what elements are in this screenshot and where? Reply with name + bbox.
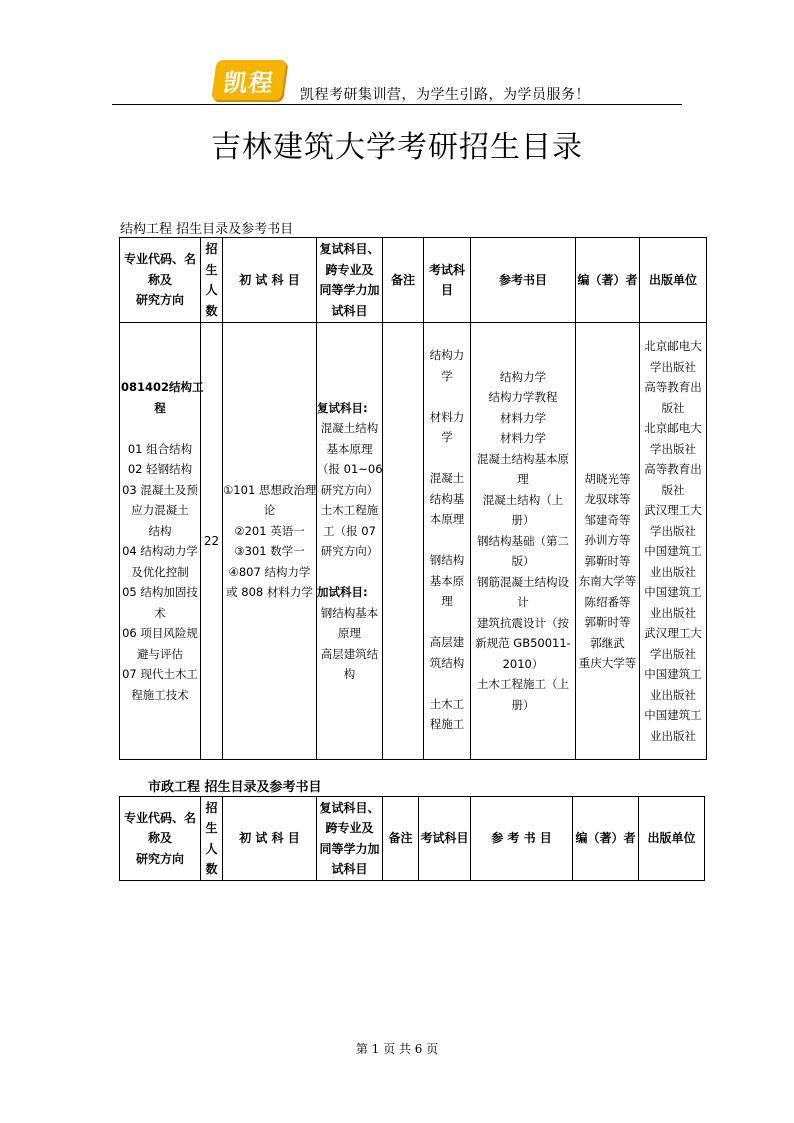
book-line: 材料力学 [500,410,546,425]
exam-item-line: 程施工 [429,717,465,731]
book-line: 结构力学 [500,369,546,384]
header-text-line: 称及 [147,831,172,846]
publisher-cell [640,323,707,760]
table-row [120,323,707,760]
header-text-line: 招 [205,800,218,815]
publisher-line: 中国建筑工 [644,544,702,558]
table1-header-row [120,238,707,323]
program-code-title [121,377,204,418]
direction-line: 03 混凝土及预 [122,482,198,497]
retest-list [317,418,382,562]
exam-item-line: 混凝土 [429,471,465,485]
table2-caption: 市政工程 招生目录及参考书目 [148,780,322,795]
authors-cell [576,323,640,760]
exam-item-line: 学 [441,430,453,444]
retest-label: 复试科目: [317,400,368,415]
publisher-line: 高等教育出 [644,462,702,476]
header-text-line: 同等学力加 [319,283,380,297]
header-quota [201,797,223,881]
page-number: 第 1 页 共 6 页 [355,1042,439,1056]
header-text-line: 复试科目、 [319,800,380,815]
extra-list [317,603,382,685]
publisher-line: 业出版社 [650,564,696,579]
document-title: 吉林建筑大学考研招生目录 [211,130,583,165]
exam-item-line: 结构基 [429,491,465,506]
table2-header-row [120,797,705,881]
header-text-line: 研究方向 [135,293,184,308]
direction-line: 应力混凝土 [131,503,189,517]
author-line: 邹建奇等 [584,512,631,527]
code-cell [120,323,204,760]
author-line: 重庆大学等 [578,656,637,670]
book-line: 结构力学教程 [488,390,558,405]
direction-line: 04 结构动力学 [122,544,198,558]
author-line: 孙训方等 [584,533,631,547]
header-text-line: 生 [205,262,218,277]
subject-line: 论 [263,503,276,517]
book-line: 混凝土结构（上 [482,492,564,507]
exam-gap [424,448,470,469]
header-text-line: 招 [205,242,218,256]
exam-item-line: 土木工 [429,696,465,711]
publisher-line: 业出版社 [650,687,696,702]
retest-line: 研究方向） [320,544,379,558]
exam-cell [424,323,471,760]
direction-line: 07 现代土木工 [122,667,198,681]
kaicheng-logo: 凯程 [211,60,287,100]
publisher-line: 中国建筑工 [644,708,702,722]
retest-line: 工（报 07 [323,523,376,538]
exam-item-line: 本原理 [429,512,465,526]
book-line: 建筑抗震设计（按 [477,615,569,630]
book-line: 计 [517,595,529,610]
subjects-cell [223,323,317,760]
publisher-line: 北京邮电大 [644,421,702,435]
book-line: 册） [511,697,535,712]
header-quota [201,238,223,323]
header-text-line: 数 [205,862,218,876]
books-cell [471,323,576,760]
exam-gap [424,386,470,407]
note-cell [383,323,424,760]
header-text-line: 跨专业及 [325,821,374,835]
publisher-line: 业出版社 [650,728,696,743]
publisher-line: 业出版社 [650,605,696,620]
exam-item-line: 高层建 [429,635,465,649]
program-title-line: 081402结构工 [121,380,204,394]
header-text-line: 考试科 [428,262,465,277]
author-line: 郭靳时等 [584,553,631,568]
publisher-line: 版社 [661,400,685,415]
exam-item-line: 学 [441,368,453,383]
author-line: 郭继武 [590,635,625,650]
publisher-line: 学出版社 [650,441,696,456]
header-books: 参考书目 [471,238,576,323]
header-text-line: 复试科目、 [319,242,380,256]
header-text-line: 人 [205,841,218,856]
header-code [120,797,201,881]
header-text-line: 跨专业及 [325,262,374,277]
book-line: 册） [511,513,535,528]
direction-line: 术 [154,605,166,620]
subject-line: ①101 思想政治理 [223,482,317,497]
author-line: 东南大学等 [578,574,637,588]
header-publisher: 出版单位 [640,238,707,323]
subject-line: ③301 数学一 [234,544,305,558]
subject-line: 或 808 材料力学 [226,585,313,599]
author-line: 龙驭球等 [584,492,631,506]
direction-line: 06 项目风险规 [122,626,198,640]
exam-gap [424,673,470,694]
exam-gap [424,530,470,551]
extra-label: 加试科目: [317,585,368,599]
publisher-line: 中国建筑工 [644,667,702,681]
header-code [120,238,201,323]
direction-line: 02 轻钢结构 [127,462,193,476]
exam-item-line: 理 [441,594,453,608]
header-divider [112,104,682,105]
book-line: 钢筋混凝土结构设 [477,574,569,589]
exam-gap [424,612,470,633]
direction-line: 程施工技术 [131,687,189,702]
header-exam: 考试科目 [419,797,471,881]
header-text-line: 同等学力加 [319,841,380,856]
publisher-line: 北京邮电大 [644,339,702,353]
extra-line: 构 [343,667,356,681]
retest-line: 土木工程施 [320,503,379,517]
direction-line: 05 结构加固技 [122,585,198,599]
extra-line: 原理 [338,626,361,640]
retest-line: 混凝土结构 [320,421,379,435]
research-directions [121,439,199,706]
publisher-line: 武汉理工大 [644,626,702,640]
author-line: 陈绍番等 [584,594,631,609]
book-line: 新规范 GB50011- [475,636,571,651]
header-authors: 编（著）者 [573,797,639,881]
table1-caption: 结构工程 招生目录及参考书目 [120,222,294,237]
header-subjects: 初 试 科 目 [223,238,317,323]
header-retest [317,238,383,323]
book-line: 理 [517,472,529,487]
header-publisher: 出版单位 [639,797,705,881]
exam-item-line: 筑结构 [429,655,465,670]
retest-line: 基本原理 [326,441,373,456]
book-line: 2010） [502,656,544,671]
publisher-line: 武汉理工大 [644,503,702,517]
header-books: 参 考 书 目 [471,797,573,881]
direction-line: 结构 [148,523,172,538]
publisher-line: 学出版社 [650,646,696,661]
header-text-line: 人 [205,283,218,297]
publisher-line: 版社 [661,482,685,497]
exam-item-line: 钢结构 [429,553,465,567]
header-text-line: 研究方向 [135,851,184,866]
exam-item-line: 结构力 [429,348,465,362]
header-text-line: 目 [440,283,453,297]
header-note: 备注 [383,238,424,323]
extra-line: 高层建筑结 [320,646,379,661]
header-note: 备注 [383,797,419,881]
book-line: 钢结构基础（第二 [477,533,569,548]
direction-line: 及优化控制 [131,564,189,579]
header-text-line: 试科目 [331,303,368,318]
book-line: 版） [511,554,535,569]
header-retest [317,797,383,881]
author-line: 胡晓光等 [584,471,631,486]
exam-item-line: 材料力 [429,409,465,424]
subject-line: ②201 英语一 [234,523,305,538]
header-slogan: 凯程考研集训营，为学生引路，为学员服务！ [300,87,590,103]
header-text-line: 试科目 [331,862,368,876]
book-line: 土木工程施工（上 [477,677,569,692]
header-text-line: 称及 [147,272,172,287]
retest-line: 研究方向） [320,482,379,497]
header-text-line: 专业代码、名 [123,810,196,825]
publisher-line: 学出版社 [650,359,696,374]
book-line: 材料力学 [500,431,546,446]
program-title-line: 程 [154,400,166,415]
publisher-line: 学出版社 [650,523,696,538]
header-text-line: 生 [205,821,218,835]
header-text-line: 专业代码、名 [123,252,196,267]
book-line: 混凝土结构基本原 [477,451,569,466]
table2-municipal-engineering [119,796,705,881]
header-subjects: 初 试 科 目 [223,797,317,881]
direction-line: 避与评估 [137,646,183,661]
extra-line: 钢结构基本 [320,605,379,620]
header-exam [424,238,471,323]
subject-line: ④807 结构力学 [228,564,311,579]
quota-cell: 22 [201,323,223,760]
retest-cell [317,323,383,760]
retest-line: （报 01~06 [317,462,383,476]
publisher-line: 高等教育出 [644,380,702,394]
header-text-line: 数 [205,303,218,318]
author-line: 郭靳时等 [584,615,631,629]
header-authors: 编（著）者 [576,238,640,323]
exam-item-line: 基本原 [429,573,465,588]
direction-line: 01 组合结构 [127,441,193,456]
publisher-line: 中国建筑工 [644,585,702,599]
table1-structural-engineering [119,237,707,760]
